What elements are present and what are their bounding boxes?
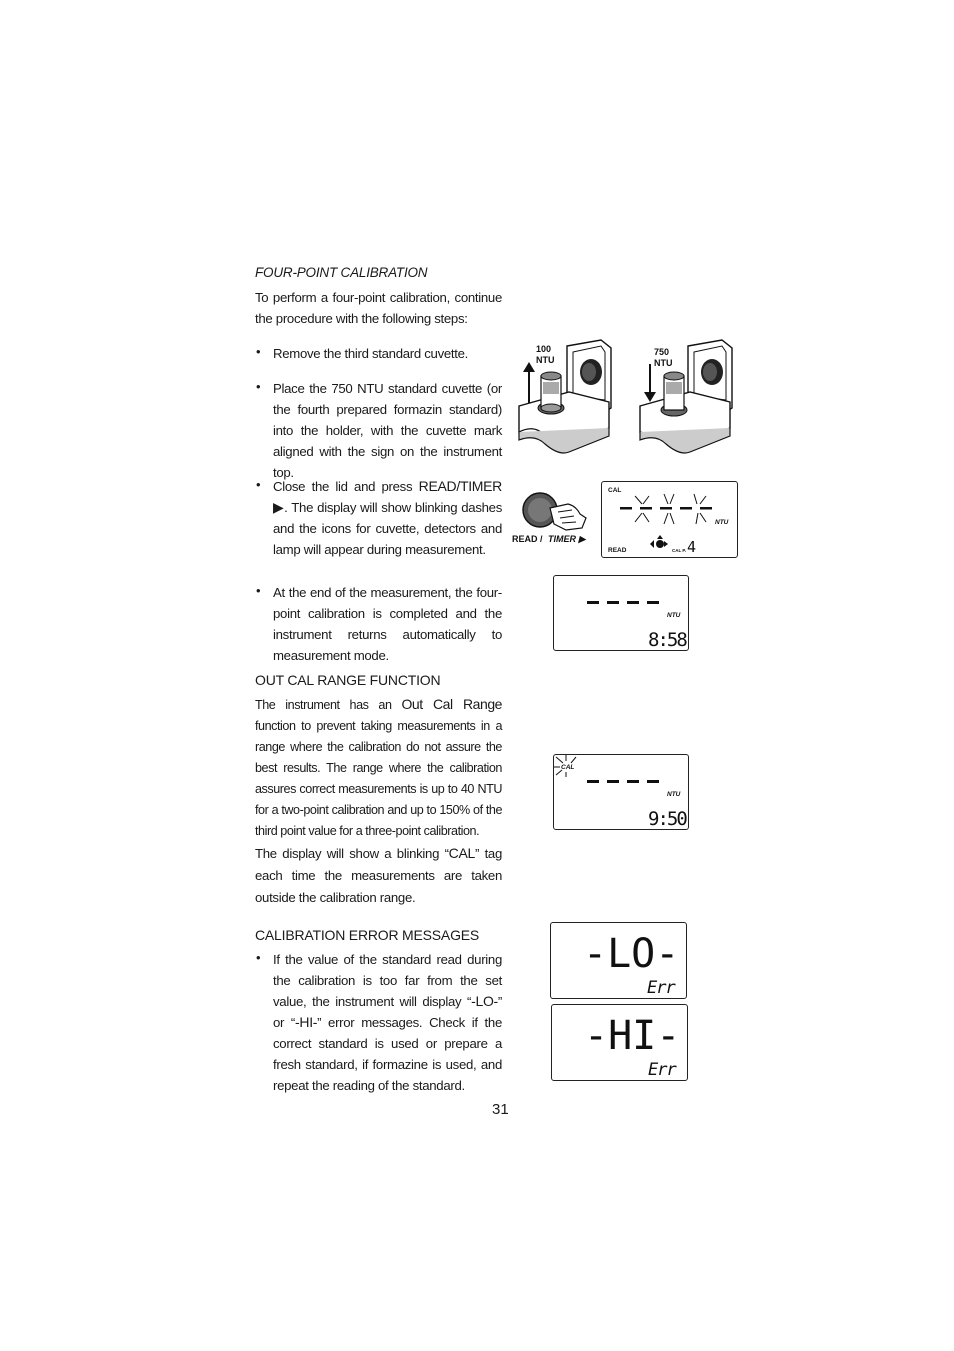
lcd-time: 8:58 bbox=[648, 629, 686, 650]
lcd-ntu-tag: NTU bbox=[715, 519, 729, 526]
cuvette-left-label-1: 100 bbox=[536, 344, 552, 354]
bullet: • bbox=[256, 477, 261, 492]
lcd-error-hi bbox=[551, 1004, 688, 1081]
bullet: • bbox=[256, 950, 261, 965]
cuvette-insertion-illustration bbox=[636, 336, 746, 461]
lcd-err-text: Err bbox=[648, 1060, 676, 1080]
read-timer-button-illustration bbox=[510, 490, 595, 550]
lcd-error-lo bbox=[550, 922, 687, 999]
cuvette-removal-illustration bbox=[515, 336, 625, 461]
four-point-heading: FOUR-POINT CALIBRATION bbox=[255, 265, 428, 280]
cal-error-heading: CALIBRATION ERROR MESSAGES bbox=[255, 927, 480, 943]
out-cal-range-heading: OUT CAL RANGE FUNCTION bbox=[255, 672, 441, 688]
lcd-err-text: Err bbox=[647, 978, 675, 998]
lcd-time: 9:50 bbox=[648, 808, 686, 829]
lcd-ntu-tag: NTU bbox=[667, 612, 681, 619]
out-cal-paragraph: The instrument has an Out Cal Range function to prevent taking measurements in a range where the calibration do not assure the best results. The range where the calibration assures correct measurements is up to 40 NTU for a two-point calibration and up to 150% of the third point value for a three-point calibration. bbox=[255, 696, 503, 838]
page-number: 31 bbox=[492, 1101, 509, 1118]
lcd-error-hi-text: -HI- bbox=[584, 1013, 681, 1059]
lcd-blinking-cal-tag: CAL bbox=[561, 764, 575, 771]
read-timer-key: READ/TIMER ▶ bbox=[273, 478, 502, 515]
intro-paragraph: To perform a four-point calibration, continue the procedure with the following steps: bbox=[255, 290, 502, 326]
bullet: • bbox=[256, 344, 261, 359]
bullet: • bbox=[256, 583, 261, 598]
lcd-read-tag: READ bbox=[608, 547, 627, 554]
lcd-cal-point-digit: 4 bbox=[687, 538, 697, 556]
bullet-end-measurement: At the end of the measurement, the four-point calibration is completed and the instrument returns automatically to measurement mode. bbox=[273, 585, 502, 663]
timer-label: TIMER ▶ bbox=[548, 534, 586, 544]
lcd-cal-tag: CAL bbox=[608, 487, 622, 494]
lcd-error-lo-text: -LO- bbox=[583, 931, 680, 977]
cal-tag-paragraph: The display will show a blinking “CAL” tag each time the measurements are taken outside the calibration range. bbox=[255, 845, 502, 905]
lcd-calp-tag: CAL P. bbox=[672, 548, 687, 553]
lamp-detector-icon bbox=[650, 535, 668, 548]
lcd-out-cal-range bbox=[553, 754, 689, 830]
bullet-close-lid: Close the lid and press READ/TIMER ▶. The display will show blinking dashes and the icons for cuvette, detectors and lamp will appear during measurement. bbox=[273, 478, 502, 557]
bullet-place-750: Place the 750 NTU standard cuvette (or the fourth prepared formazin standard) into the holder, with the cuvette mark aligned with the sign on the instrument top. bbox=[273, 381, 502, 480]
bullet: • bbox=[256, 379, 261, 394]
cuvette-right-label-2: NTU bbox=[654, 358, 673, 368]
cuvette-right-label-1: 750 bbox=[654, 347, 670, 357]
read-label: READ / bbox=[512, 534, 543, 544]
lcd-ntu-tag: NTU bbox=[667, 791, 681, 798]
lcd-blinking-dashes bbox=[601, 481, 738, 558]
error-bullet: If the value of the standard read during the calibration is too far from the set value, the instrument will display “-LO-” or “-HI-” error messages. Check if the correct standard is used or prepare a fresh standard, if formazine is used, and repeat the reading of the standard. bbox=[273, 952, 502, 1093]
bullet-remove-cuvette: Remove the third standard cuvette. bbox=[273, 346, 469, 361]
cuvette-left-label-2: NTU bbox=[536, 355, 555, 365]
lcd-measurement-mode bbox=[553, 575, 689, 651]
